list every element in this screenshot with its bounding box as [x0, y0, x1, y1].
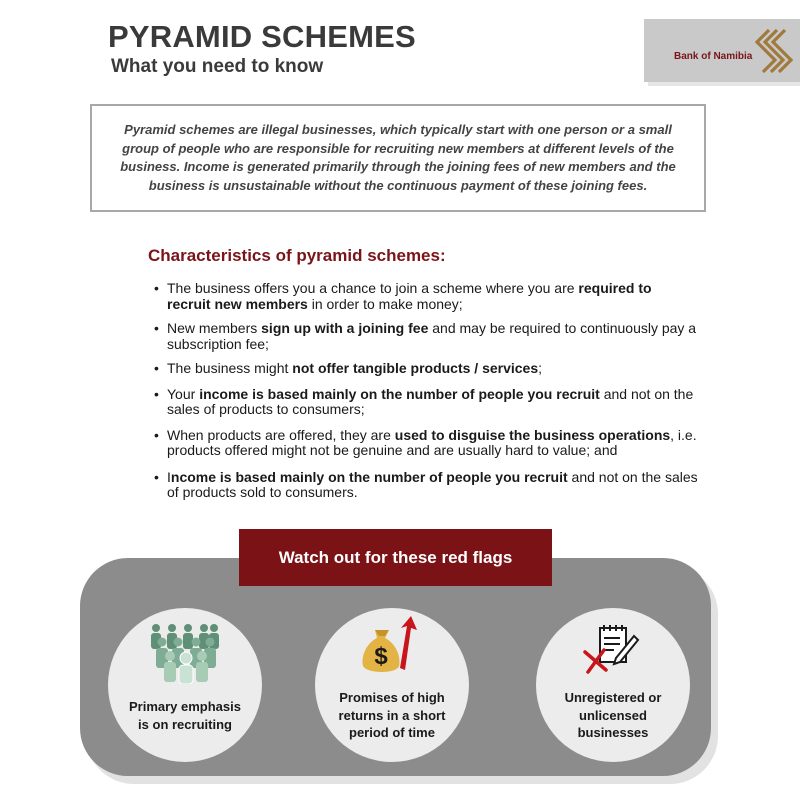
bank-emblem-icon: [755, 27, 793, 73]
red-flag-recruiting: [108, 608, 262, 762]
bank-logo: [644, 19, 800, 82]
people-group-icon: [148, 622, 222, 684]
red-flag-high-returns: [315, 608, 469, 762]
list-item: • Your income is based mainly on the number of people you recruit and not on the sales of products to consumers;: [153, 387, 698, 418]
intro-box: [90, 104, 706, 212]
page-title: PYRAMID SCHEMES: [108, 19, 416, 54]
red-flag-label: Primary emphasis is on recruiting: [128, 699, 241, 732]
red-flags-banner: Watch out for these red flags: [239, 529, 552, 586]
list-item: • When products are offered, they are used to disguise the business operations, i.e. products offered might not be genuine and are usually hard to value; and: [153, 428, 698, 459]
logo-text: Bank of Namibia: [674, 51, 753, 62]
list-item: • The business might not offer tangible products / services;: [153, 361, 698, 377]
red-flag-label: Promises of high returns in a short period of time: [338, 690, 446, 740]
svg-text:$: $: [374, 643, 388, 670]
clipboard-cross-icon: [582, 622, 642, 676]
characteristics-list: [153, 281, 698, 501]
red-flag-unregistered: [536, 608, 690, 762]
list-item: • Income is based mainly on the number of people you recruit and not on the sales of products sold to consumers.: [153, 470, 698, 501]
page-subtitle: What you need to know: [111, 56, 324, 77]
list-item: • New members sign up with a joining fee and may be required to continuously pay a subscription fee;: [153, 321, 698, 352]
characteristics-heading: Characteristics of pyramid schemes:: [148, 246, 446, 265]
intro-text: Pyramid schemes are illegal businesses, which typically start with one person or a small group of people who are responsible for recruiting new members at different levels of the business. Income is generated primarily through the joining fees of new members and the business is unsustainable without the continuous payment of these joining fees.: [120, 122, 676, 193]
list-item: • The business offers you a chance to join a scheme where you are required to recruit new members in order to make money;: [153, 281, 698, 312]
money-bag-arrow-icon: [359, 614, 423, 678]
red-flag-label: Unregistered or unlicensed businesses: [564, 690, 662, 740]
